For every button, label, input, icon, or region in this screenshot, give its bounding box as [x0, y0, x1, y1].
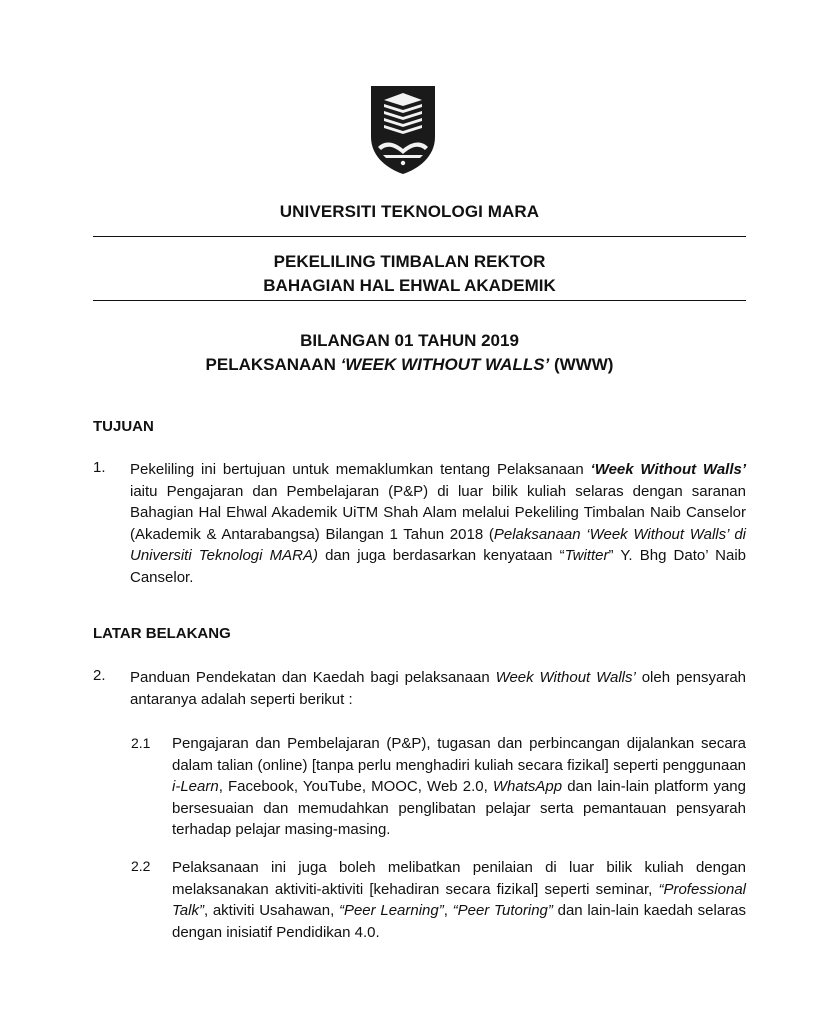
paragraph-text: dan lain-lain kaedah selaras dengan inisiatif Pendidikan 4.0.	[172, 902, 746, 941]
paragraph-text: , Facebook, YouTube, MOOC, Web 2.0,	[218, 778, 493, 795]
paragraph-italic: Pelaksanaan ‘Week Without Walls’ di Universiti Teknologi MARA)	[130, 525, 746, 564]
subject-prefix: PELAKSANAAN	[205, 355, 341, 374]
paragraph-text: Panduan Pendekatan dan Kaedah bagi pelaksanaan	[130, 669, 496, 686]
circular-title-line-1: PEKELILING TIMBALAN REKTOR	[273, 252, 546, 271]
section-heading-tujuan: TUJUAN	[93, 418, 154, 435]
subparagraph-2-1	[172, 733, 746, 841]
paragraph-text: , aktiviti Usahawan,	[203, 902, 339, 919]
paragraph-italic: Twitter	[564, 547, 609, 564]
uitm-crest-icon	[370, 85, 436, 175]
paragraph-italic: “Peer Learning”	[338, 902, 444, 919]
paragraph-italic: WhatsApp	[492, 778, 563, 795]
circular-number-block	[0, 329, 819, 377]
paragraph-italic: “Peer Tutoring”	[452, 902, 553, 919]
paragraph-number-1: 1.	[93, 459, 106, 476]
paragraph-italic: “Professional Talk”	[172, 880, 746, 919]
paragraph-text: Pengajaran dan Pembelajaran (P&P), tugasan dan perbincangan dijalankan secara dalam talian (online) [tanpa perlu menghadiri kuliah secara fizikal] seperti penggunaan	[172, 735, 746, 774]
subparagraph-number-2-1: 2.1	[131, 735, 151, 751]
subparagraph-2-2	[172, 857, 746, 943]
paragraph-number-2: 2.	[93, 667, 106, 684]
subparagraph-number-2-2: 2.2	[131, 858, 151, 874]
university-name: UNIVERSITI TEKNOLOGI MARA	[279, 202, 540, 221]
paragraph-text: Pelaksanaan ini juga boleh melibatkan penilaian di luar bilik kuliah dengan melaksanakan aktiviti-aktiviti [kehadiran secara fizikal] seperti seminar,	[172, 859, 746, 898]
paragraph-text: oleh pensyarah antaranya adalah seperti berikut :	[130, 669, 747, 708]
circular-title-line-2: BAHAGIAN HAL EHWAL AKADEMIK	[263, 276, 556, 295]
circular-title	[0, 250, 819, 298]
paragraph-text: dan juga berdasarkan kenyataan “	[317, 547, 565, 564]
paragraph-text: iaitu Pengajaran dan Pembelajaran (P&P) di luar bilik kuliah selaras dengan saranan Bahagian Hal Ehwal Akademik UiTM Shah Alam melalui Pekeliling Timbalan Naib Canselor (Akademik & Antarabangsa) Bilangan 1 Tahun 2018 (	[130, 482, 746, 543]
section-heading-latar-belakang: LATAR BELAKANG	[93, 625, 231, 642]
paragraph-2	[130, 667, 746, 710]
top-divider	[93, 236, 746, 237]
bottom-divider	[93, 300, 746, 301]
paragraph-text: ,	[443, 902, 453, 919]
paragraph-text: ” Y. Bhg Dato’ Naib Canselor.	[130, 547, 746, 586]
paragraph-1	[130, 459, 746, 588]
paragraph-italic: Week Without Walls’	[495, 669, 636, 686]
subject-italic: ‘WEEK WITHOUT WALLS’	[340, 355, 550, 374]
subject-suffix: (WWW)	[549, 355, 614, 374]
paragraph-emphasis: ‘Week Without Walls’	[590, 461, 747, 478]
paragraph-italic: i-Learn	[172, 778, 219, 795]
paragraph-text: Pekeliling ini bertujuan untuk memaklumkan tentang Pelaksanaan	[130, 461, 591, 478]
circular-number: BILANGAN 01 TAHUN 2019	[300, 331, 519, 350]
circular-subject	[0, 353, 819, 377]
paragraph-text: dan lain-lain platform yang bersesuaian dan memudahkan penglibatan pelajar serta pemantauan pensyarah terhadap pelajar masing-masing.	[172, 778, 746, 838]
